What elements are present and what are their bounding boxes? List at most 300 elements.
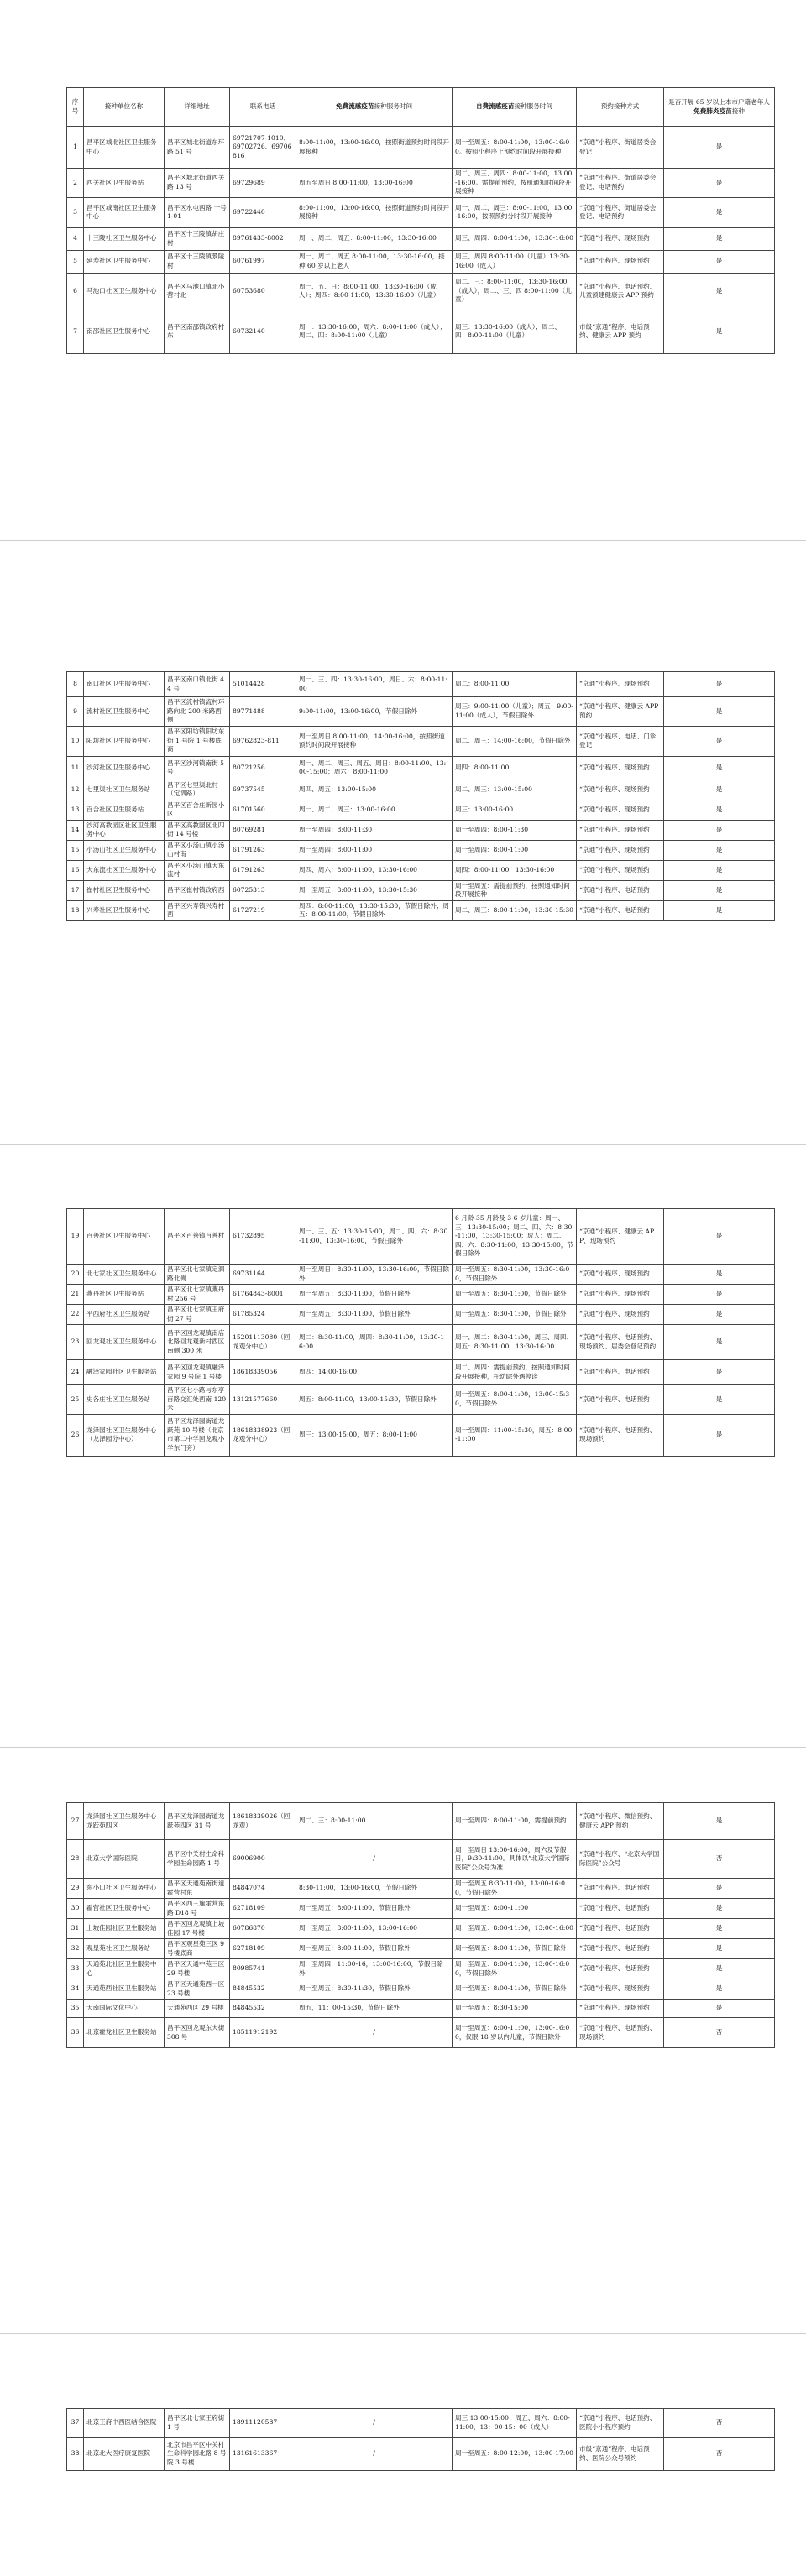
table-row [67,1899,775,1919]
cell-no: 7 [67,310,84,353]
cell-self-paid-flu-hours: 周一至周五：8:30-11:00，节假日除外 [453,1305,577,1325]
cell-site-name: 昌平区城北社区卫生服务中心 [84,127,165,169]
vaccination-table-page-4 [66,1802,775,2048]
col-header-free-flu-rest: 接种服务时间 [374,102,413,111]
cell-address: 昌平区兴寿镇兴寿村西 [165,900,230,920]
cell-no: 6 [67,273,84,310]
cell-elder-pneumonia: 是 [664,1360,775,1385]
vaccination-table-page-1 [66,87,775,354]
cell-address: 昌平区北七家镇王府街 27 号 [165,1305,230,1325]
cell-free-flu-hours: 周五，11：00-15:30，节假日除外 [296,2000,453,2018]
cell-site-name: 大东流社区卫生服务中心 [84,860,165,880]
cell-phone: 89761433-8002 [230,227,296,250]
cell-address: 昌平区北七家镇燕丹村 256 号 [165,1285,230,1305]
col-header-self-flu-bold: 自费流感疫苗 [475,102,515,111]
cell-booking-method: “京通”小程序、现场预约 [577,756,664,780]
cell-address: 昌平区小汤山镇小汤山村南 [165,840,230,860]
col-header-elder-a: 是否开展 65 岁以上本市户籍老年人 [668,98,770,106]
cell-phone: 84847074 [230,1879,296,1899]
table-row [67,1939,775,1959]
cell-address: 昌平区天通苑西一区 23 号楼 [165,1979,230,2000]
cell-elder-pneumonia: 是 [664,900,775,920]
cell-elder-pneumonia: 是 [664,1899,775,1919]
cell-site-name: 延寿社区卫生服务中心 [84,250,165,273]
cell-address: 昌平区回龙观镇南店北路回龙观新村西区南侧 300 米 [165,1325,230,1360]
cell-free-flu-hours: 8:30-11:00，13:00-16:00，节假日除外 [296,1879,453,1899]
cell-free-flu-hours: 周一至周四：11:00-16，13:00-16:00，节假日除外 [296,1959,453,1979]
cell-free-flu-hours: 8:00-11:00，13:00-16:00，按照街道预约时间段开展接种 [296,127,453,169]
cell-site-name: 龙泽园社区卫生服务中心（龙泽园分中心） [84,1414,165,1456]
cell-booking-method: “京通”小程序、现场预约 [577,672,664,697]
cell-site-name: 平西府社区卫生服务站 [84,1305,165,1325]
table-row [67,227,775,250]
cell-self-paid-flu-hours: 周一至周五：8:00-11:00，节假日除外 [453,1939,577,1959]
table-row [67,1879,775,1899]
cell-address: 天通苑西区 29 号楼 [165,2000,230,2018]
cell-site-name: 马池口社区卫生服务中心 [84,273,165,310]
cell-phone: 61727219 [230,900,296,920]
cell-site-name: 南邵社区卫生服务中心 [84,310,165,353]
col-header-free-flu-bold: 免费流感疫苗 [335,102,374,111]
cell-address: 昌平区十三陵镇胡庄村 [165,227,230,250]
cell-free-flu-hours: 周一至周五：8:00-11:00，13:00-16:00 [296,1919,453,1939]
cell-booking-method: “京通”小程序、电话预约 [577,1385,664,1415]
cell-elder-pneumonia: 是 [664,250,775,273]
cell-address: 昌平区北七家王府街 1 号 [165,2409,230,2438]
cell-phone: 69006900 [230,1840,296,1879]
table-row [67,1979,775,2000]
cell-self-paid-flu-hours: 周三：9:00-11:00（儿童）；周五：9:00-11:00（成人），节假日除外 [453,697,577,727]
cell-site-name: 北京霍龙社区卫生服务站 [84,2018,165,2048]
cell-free-flu-hours: 周一至周日 8:00-11:00，14:00-16:00，按照街道预约时间段开展接种 [296,726,453,756]
cell-self-paid-flu-hours: 周三、周四：8:00-11:00，13:30-16:00 [453,227,577,250]
table-row [67,2438,775,2471]
cell-self-paid-flu-hours: 周一至周五：8:30-11:00，节假日除外 [453,1285,577,1305]
cell-free-flu-hours: 周一、三、五：13:30-15:00，周二、四、六：8:30-11:00，13:30-16:00，节假日除外 [296,1209,453,1265]
cell-self-paid-flu-hours: 周四：8:00-11:00，13:30-16:00 [453,860,577,880]
table-row [67,197,775,227]
cell-phone: 89771488 [230,697,296,727]
cell-no: 23 [67,1325,84,1360]
cell-phone: 61791263 [230,860,296,880]
cell-no: 30 [67,1899,84,1919]
cell-address: 昌平区城北街道西关路 13 号 [165,169,230,198]
cell-site-name: 东小口社区卫生服务中心 [84,1879,165,1899]
cell-free-flu-hours: 周一至周五：8:30-11:00，节假日除外 [296,1285,453,1305]
cell-address: 昌平区马池口镇北小营村北 [165,273,230,310]
cell-self-paid-flu-hours: 周一至周五：需提前预约，按照通知时间段开展接种 [453,880,577,900]
cell-site-name: 小汤山社区卫生服务中心 [84,840,165,860]
cell-free-flu-hours: 周四、周五：13:00-15:00 [296,780,453,800]
cell-phone: 13161613367 [230,2438,296,2471]
table-row [67,780,775,800]
cell-phone: 18911120587 [230,2409,296,2438]
cell-free-flu-hours: 周一至周五：8:30-11:30，节假日除外 [296,1979,453,2000]
cell-elder-pneumonia: 是 [664,726,775,756]
cell-free-flu-hours: 周一至周五：8:30-11:00，节假日除外 [296,1305,453,1325]
table-row [67,273,775,310]
cell-booking-method: “京通”小程序、电话预约 [577,1360,664,1385]
cell-booking-method: “京通”小程序、现场预约 [577,820,664,840]
cell-elder-pneumonia: 是 [664,273,775,310]
cell-no: 28 [67,1840,84,1879]
cell-free-flu-hours: 周三：13:00-15:00，周五：8:00-11:00 [296,1414,453,1456]
cell-address: 昌平区西三旗霍营东路 D18 号 [165,1899,230,1919]
cell-no: 18 [67,900,84,920]
table-row [67,127,775,169]
cell-no: 1 [67,127,84,169]
cell-free-flu-hours: / [296,1840,453,1879]
cell-elder-pneumonia: 是 [664,2000,775,2018]
cell-free-flu-hours: 周一、周二、周五：8:00-11:00，13:30-16:00 [296,227,453,250]
table-row [67,820,775,840]
cell-free-flu-hours: 周一、周二、周五 8:00-11:00，13:30-16:00，接种 60 岁以上老人 [296,250,453,273]
cell-no: 10 [67,726,84,756]
cell-no: 20 [67,1265,84,1285]
cell-booking-method: 市级“京通”程序、电话预约、医院公众号预约 [577,2438,664,2471]
col-header-free-flu [296,88,453,127]
cell-booking-method: “京通”小程序、现场预约 [577,780,664,800]
cell-address: 昌平区回龙观镇融泽家园 9 号院 1 号楼 [165,1360,230,1385]
cell-elder-pneumonia: 是 [664,1959,775,1979]
cell-phone: 84845532 [230,1979,296,2000]
cell-site-name: 沙河高教园区社区卫生服务中心 [84,820,165,840]
cell-no: 35 [67,2000,84,2018]
cell-free-flu-hours: 9:00-11:00，13:00-16:00，节假日除外 [296,697,453,727]
table-row [67,169,775,198]
table-row [67,1919,775,1939]
table-row [67,1285,775,1305]
cell-elder-pneumonia: 是 [664,310,775,353]
cell-address: 昌平区百善镇百善村 [165,1209,230,1265]
cell-free-flu-hours: 周五至周日 8:00-11:00，13:00-16:00 [296,169,453,198]
cell-free-flu-hours: 周二、三：8:00-11:00 [296,1803,453,1840]
cell-no: 15 [67,840,84,860]
cell-phone: 80721256 [230,756,296,780]
cell-booking-method: “京通”小程序、现场预约 [577,1285,664,1305]
cell-no: 2 [67,169,84,198]
table-row [67,756,775,780]
cell-free-flu-hours: 周二：8:30-11:00，周四：8:30-11:00，13:30-16:00 [296,1325,453,1360]
cell-address: 昌平区中关村生命科学园生命园路 1 号 [165,1840,230,1879]
cell-self-paid-flu-hours: 周二、三：8:00-11:00，13:30-16:00（成人），周二、三、四 8:00-11:00（儿童） [453,273,577,310]
cell-elder-pneumonia: 是 [664,1285,775,1305]
cell-free-flu-hours: / [296,2438,453,2471]
cell-site-name: 百善社区卫生服务中心 [84,1209,165,1265]
cell-booking-method: “京通”小程序、现场预约 [577,227,664,250]
cell-phone: 80769281 [230,820,296,840]
table-row [67,860,775,880]
cell-address: 昌平区天通苑南街道霍营村东 [165,1879,230,1899]
cell-phone: 80985741 [230,1959,296,1979]
cell-booking-method: “京通”小程序、健康云 APP、现场预约 [577,1209,664,1265]
cell-site-name: 天通苑北社区卫生服务中心 [84,1959,165,1979]
cell-elder-pneumonia: 否 [664,2438,775,2471]
col-header-booking: 预约接种方式 [577,88,664,127]
cell-free-flu-hours: 周四：8:00-11:00，13:30-15:30，节假日除外；周五：8:00-11:00，节假日除外 [296,900,453,920]
col-header-elder-pneumonia [664,88,775,127]
vaccination-table-page-3 [66,1208,775,1457]
table-row [67,900,775,920]
cell-self-paid-flu-hours: 周三：13:30-16:00（成人）；周二、四：8:00-11:00（儿童） [453,310,577,353]
cell-no: 37 [67,2409,84,2438]
cell-booking-method: “京通”小程序、电话预约、现场预约、居委会登记预约 [577,1325,664,1360]
cell-booking-method: “京通”小程序、电话、门诊登记 [577,726,664,756]
cell-elder-pneumonia: 是 [664,880,775,900]
cell-elder-pneumonia: 是 [664,1265,775,1285]
cell-elder-pneumonia: 是 [664,697,775,727]
cell-free-flu-hours: 周一、三、四：13:30-16:00，周日、六：8:00-11:00 [296,672,453,697]
cell-self-paid-flu-hours: 周三、周四 8:00-11:00（儿童）13:30-16:00（成人） [453,250,577,273]
cell-free-flu-hours: 周四：14:00-16:00 [296,1360,453,1385]
cell-self-paid-flu-hours: 周一、周二：8:30-11:00，周三、周四、周五：8:30-11:00，13:30-16:00 [453,1325,577,1360]
cell-phone: 18618339026（回龙观） [230,1803,296,1840]
cell-free-flu-hours: 周一、周二、周三、周五、周日：8:00-11:00、13:00-15:00；周六：8:00-11:00 [296,756,453,780]
cell-self-paid-flu-hours: 周二、周四：需提前预约，按照通知时间段开展接种，托幼除外遇停诊 [453,1360,577,1385]
cell-booking-method: “京通”小程序、现场预约 [577,250,664,273]
cell-booking-method: “京通”小程序、现场预约 [577,840,664,860]
cell-phone: 69721707-1010、69702726、69706816 [230,127,296,169]
cell-site-name: 北京大学国际医院 [84,1840,165,1879]
table-row [67,880,775,900]
page-separator [0,1747,806,1748]
cell-site-name: 北京王府中西医结合医院 [84,2409,165,2438]
cell-self-paid-flu-hours: 周一至周四：11:00-15:30，周五：8:00-11:00 [453,1414,577,1456]
cell-phone: 60786870 [230,1919,296,1939]
cell-self-paid-flu-hours: 周一至周五：8:00-11:00，13:00-16:00 [453,1919,577,1939]
cell-no: 38 [67,2438,84,2471]
cell-elder-pneumonia: 是 [664,1879,775,1899]
cell-address: 昌平区七小路与东亭百路交汇处西南 120 米 [165,1385,230,1415]
cell-address: 昌平区观星苑三区 9 号楼底商 [165,1939,230,1959]
cell-site-name: 天南国际文化中心 [84,2000,165,2018]
table-row [67,1803,775,1840]
cell-no: 11 [67,756,84,780]
cell-phone: 69737545 [230,780,296,800]
cell-elder-pneumonia: 是 [664,1305,775,1325]
cell-address: 昌平区南口镇北街 44 号 [165,672,230,697]
cell-phone: 61785324 [230,1305,296,1325]
table-row [67,1265,775,1285]
cell-site-name: 兴寿社区卫生服务中心 [84,900,165,920]
cell-self-paid-flu-hours: 周一至周四：8:00-11:30 [453,820,577,840]
cell-self-paid-flu-hours: 周一至周五：8:00-11:00，13:00-15:30，节假日除外 [453,1385,577,1415]
cell-phone: 60761997 [230,250,296,273]
col-header-elder-bold: 免费肺炎疫苗 [693,107,732,115]
cell-elder-pneumonia: 是 [664,1385,775,1415]
cell-elder-pneumonia: 是 [664,1939,775,1959]
cell-elder-pneumonia: 是 [664,1209,775,1265]
cell-self-paid-flu-hours: 周二、周三：13:00-15:00 [453,780,577,800]
cell-free-flu-hours: 周五：8:00-11:00，13:00-15:30，节假日除外 [296,1385,453,1415]
table-row [67,1840,775,1879]
cell-phone: 18618339056 [230,1360,296,1385]
col-header-elder-c: 接种 [731,107,745,115]
cell-no: 25 [67,1385,84,1415]
cell-elder-pneumonia: 是 [664,840,775,860]
cell-elder-pneumonia: 是 [664,756,775,780]
cell-phone: 18618338923（回龙观分中心） [230,1414,296,1456]
cell-address: 昌平区小汤山镇大东流村 [165,860,230,880]
cell-address: 昌平区南邵镇政府村东 [165,310,230,353]
cell-free-flu-hours: 周四、周六：8:00-11:00，13:30-16:00 [296,860,453,880]
cell-booking-method: “京通”小程序、电话预约 [577,1959,664,1979]
cell-self-paid-flu-hours: 周一至周五：8:00-11:00，13:00-16:00。按照小程序上预约时间段开展接种 [453,127,577,169]
cell-self-paid-flu-hours: 周一至周五：8:00-11:00，13:00-16:00，节假日除外 [453,1959,577,1979]
cell-elder-pneumonia: 是 [664,820,775,840]
cell-booking-method: “京通”小程序、电话预约 [577,880,664,900]
cell-self-paid-flu-hours: 周一至周四：8:00-11:00，需提前预约 [453,1803,577,1840]
cell-no: 27 [67,1803,84,1840]
table-row [67,697,775,727]
cell-site-name: 回龙观社区卫生服务中心 [84,1325,165,1360]
cell-phone: 61732895 [230,1209,296,1265]
cell-address: 昌平区龙泽园街道龙跃苑四区 31 号 [165,1803,230,1840]
cell-booking-method: “京通”小程序、电话预约 [577,1899,664,1919]
cell-self-paid-flu-hours: 周四：8:00-11:00 [453,756,577,780]
cell-no: 34 [67,1979,84,2000]
cell-no: 31 [67,1919,84,1939]
cell-elder-pneumonia: 是 [664,197,775,227]
cell-site-name: 七里渠社区卫生服务站 [84,780,165,800]
cell-site-name: 阳坊社区卫生服务中心 [84,726,165,756]
cell-self-paid-flu-hours: 周三：13:00-16:00 [453,800,577,820]
cell-elder-pneumonia: 是 [664,860,775,880]
cell-address: 昌平区阳坊镇阳坊东街 1 号院 1 号楼底商 [165,726,230,756]
cell-no: 19 [67,1209,84,1265]
cell-elder-pneumonia: 是 [664,672,775,697]
cell-site-name: 史各庄社区卫生服务站 [84,1385,165,1415]
cell-phone: 18511912192 [230,2018,296,2048]
cell-phone: 61791263 [230,840,296,860]
cell-site-name: 十三陵社区卫生服务中心 [84,227,165,250]
cell-booking-method: “京通”小程序、电话预约、现场预约 [577,1414,664,1456]
cell-phone: 84845532 [230,2000,296,2018]
cell-self-paid-flu-hours: 周三 13:00-15:00；周五、周六：8:00-11:00，13：00-15：00（成人） [453,2409,577,2438]
table-row [67,672,775,697]
cell-booking-method: “京通”小程序、健康云 APP 预约 [577,697,664,727]
table-row [67,800,775,820]
cell-address: 昌平区十三陵镇景陵村 [165,250,230,273]
cell-no: 13 [67,800,84,820]
cell-free-flu-hours: 周一至周五：8:00-11:00，节假日除外 [296,1899,453,1919]
cell-phone: 60753680 [230,273,296,310]
cell-phone: 61764843-8001 [230,1285,296,1305]
col-header-phone: 联系电话 [230,88,296,127]
cell-phone: 60725313 [230,880,296,900]
col-header-self-flu [453,88,577,127]
cell-booking-method: “京通”小程序、电话预约 [577,900,664,920]
cell-booking-method: “京通”小程序、现场预约 [577,860,664,880]
cell-elder-pneumonia: 是 [664,1325,775,1360]
cell-booking-method: “京通”小程序、现场预约 [577,800,664,820]
table-row [67,1959,775,1979]
cell-site-name: 崔村社区卫生服务中心 [84,880,165,900]
cell-free-flu-hours: 周一至周日：8:30-11:00，13:30-16:00，节假日除外 [296,1265,453,1285]
cell-no: 12 [67,780,84,800]
cell-elder-pneumonia: 是 [664,780,775,800]
cell-address: 昌平区回龙观镇上坡佳园 17 号楼 [165,1919,230,1939]
table-row [67,1325,775,1360]
cell-self-paid-flu-hours: 周一至周五：8:30-15:00 [453,2000,577,2018]
page-separator [0,1144,806,1145]
cell-no: 26 [67,1414,84,1456]
cell-no: 5 [67,250,84,273]
cell-self-paid-flu-hours: 周一至周五 8:30-11:00，13:00-16:00，节假日除外 [453,1879,577,1899]
table-row [67,250,775,273]
cell-address: 昌平区城北街道东环路 51 号 [165,127,230,169]
cell-booking-method: “京通”小程序、微信预约、健康云 APP 预约 [577,1803,664,1840]
cell-self-paid-flu-hours: 周一至周四：8:00-11:00 [453,840,577,860]
cell-self-paid-flu-hours: 周一至周五：8:30-11:00，13:30-16:00，节假日除外 [453,1265,577,1285]
cell-phone: 69762823-811 [230,726,296,756]
cell-elder-pneumonia: 是 [664,1414,775,1456]
cell-site-name: 昌平区城南社区卫生服务中心 [84,197,165,227]
table-row [67,1209,775,1265]
cell-site-name: 流村社区卫生服务中心 [84,697,165,727]
cell-booking-method: 市级“京通”程序、电话预约、健康云 APP 预约 [577,310,664,353]
col-header-site: 接种单位名称 [84,88,165,127]
cell-booking-method: “京通”小程序、现场预约 [577,1305,664,1325]
cell-address: 昌平区天通中苑三区 29 号楼 [165,1959,230,1979]
cell-site-name: 燕丹社区卫生服务站 [84,1285,165,1305]
cell-phone: 62718109 [230,1939,296,1959]
cell-phone: 51014428 [230,672,296,697]
cell-address: 北京市昌平区中关村生命科学园北路 8 号院 3 号楼 [165,2438,230,2471]
cell-elder-pneumonia: 是 [664,1919,775,1939]
cell-site-name: 天通苑西社区卫生服务站 [84,1979,165,2000]
table-row [67,1414,775,1456]
cell-elder-pneumonia: 是 [664,800,775,820]
cell-no: 22 [67,1305,84,1325]
cell-address: 昌平区流村镇流村环路向北 200 米路西侧 [165,697,230,727]
cell-no: 3 [67,197,84,227]
cell-elder-pneumonia: 是 [664,127,775,169]
cell-booking-method: “京通”小程序、现场预约 [577,2000,664,2018]
cell-no: 29 [67,1879,84,1899]
cell-address: 昌平区七里渠北村（定泗路） [165,780,230,800]
cell-phone: 60732140 [230,310,296,353]
cell-address: 昌平区龙泽园街道龙跃苑 10 号楼（北京市第二中学回龙观小学东门旁） [165,1414,230,1456]
vaccination-table-page-2 [66,671,775,921]
cell-free-flu-hours: 周一、五、日：8:00-11:00，13:30-16:00（成人）；周四：8:00-11:00，13:30-16:00（儿童） [296,273,453,310]
cell-phone: 61701560 [230,800,296,820]
cell-self-paid-flu-hours: 周一至周五：8:00-11:00 [453,1899,577,1919]
cell-elder-pneumonia: 否 [664,1840,775,1879]
cell-free-flu-hours: / [296,2018,453,2048]
cell-no: 17 [67,880,84,900]
cell-site-name: 上坡佳园社区卫生服务站 [84,1919,165,1939]
page-separator [0,2333,806,2334]
cell-no: 24 [67,1360,84,1385]
cell-self-paid-flu-hours: 周一至周五：8:00-11:00，13:00-16:00，仅限 18 岁以内儿童，节假日除外 [453,2018,577,2048]
cell-elder-pneumonia: 否 [664,2409,775,2438]
cell-self-paid-flu-hours: 周二、周三：8:00-11:00，13:30-15:30 [453,900,577,920]
cell-elder-pneumonia: 是 [664,169,775,198]
cell-self-paid-flu-hours: 周一至周日 13:00-16:00，周六及节假日，9:30-11:00。具体以“北京大学国际医院”公众号为准 [453,1840,577,1879]
table-row [67,2000,775,2018]
cell-free-flu-hours: 周一：13:30-16:00，周六：8:00-11:00（成人）；周二、四：8:00-11:00（儿童） [296,310,453,353]
cell-no: 21 [67,1285,84,1305]
cell-self-paid-flu-hours: 周二、周三：14:00-16:00，节假日除外 [453,726,577,756]
table-row [67,1385,775,1415]
cell-site-name: 百合社区卫生服务站 [84,800,165,820]
cell-address: 昌平区百合庄新园小区 [165,800,230,820]
cell-self-paid-flu-hours: 6 月龄-35 月龄及 3-6 岁儿童：周一、三：13:30-15:00；周二、四、六：8:30-11:00，13:30-15:00；成人：周二、四、六：8:30-11:00，13:30-15:00，节假日除外 [453,1209,577,1265]
cell-no: 9 [67,697,84,727]
cell-free-flu-hours: 8:00-11:00，13:00-16:00，按照街道预约时间段开展接种 [296,197,453,227]
table-row [67,1305,775,1325]
